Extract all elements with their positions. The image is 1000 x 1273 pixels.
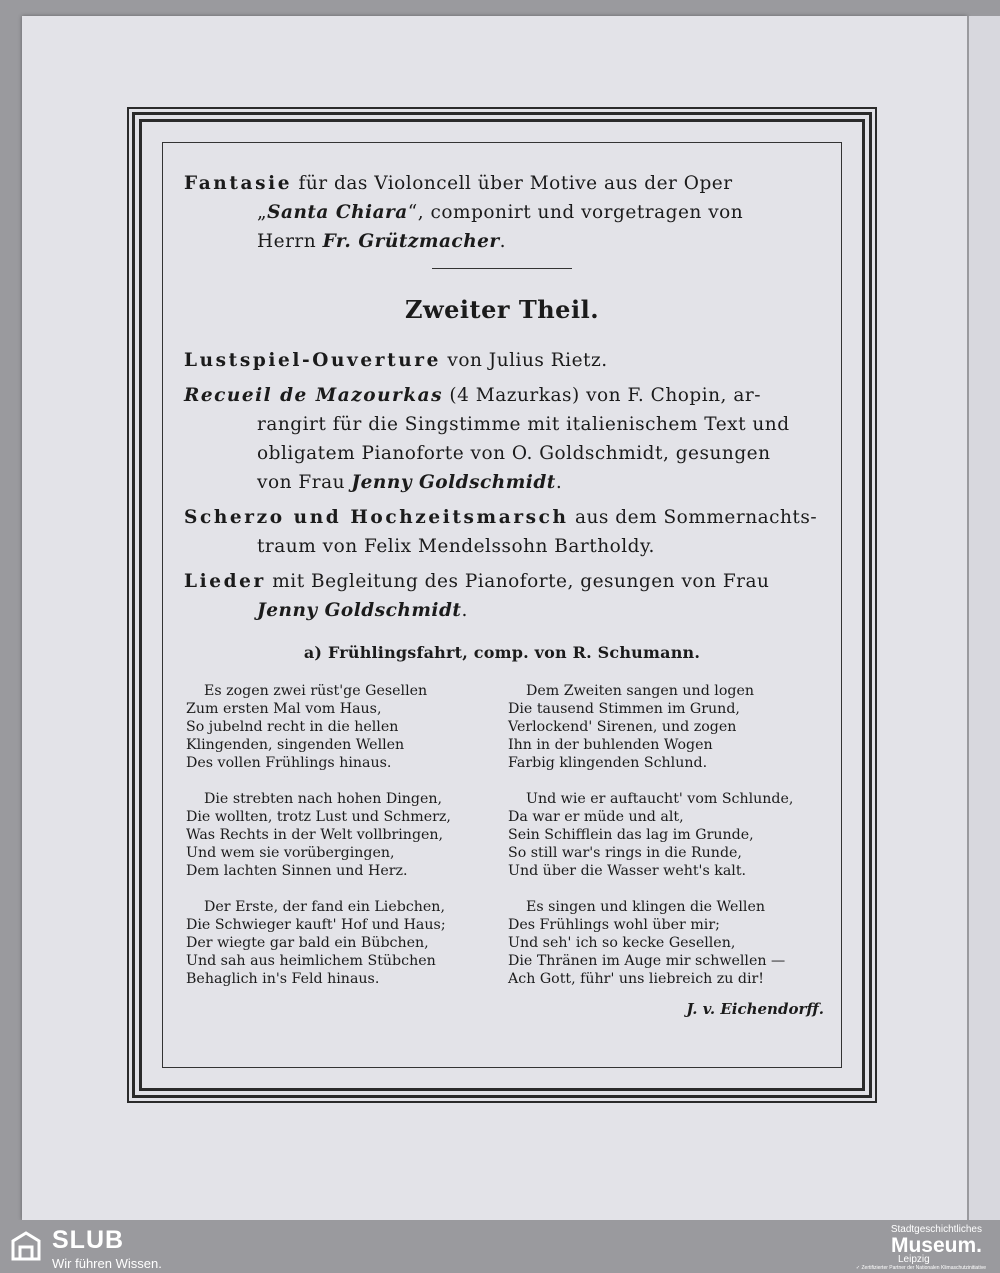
poem-line: So still war's rings in die Runde, <box>508 845 742 861</box>
poem-line: Die wollten, trotz Lust und Schmerz, <box>186 809 451 825</box>
singer-name: Jenny Goldschmidt <box>351 472 556 493</box>
poem-line: Sein Schifflein das lag im Grunde, <box>508 827 754 843</box>
poem-author: J. v. Eichendorff. <box>686 1000 824 1018</box>
poem-line: Dem Zweiten sangen und logen <box>526 683 754 699</box>
poem-line: Die Thränen im Auge mir schwellen — <box>508 953 786 969</box>
next-page-edge <box>967 16 1000 1220</box>
poem-line: Und über die Wasser weht's kalt. <box>508 863 747 879</box>
program-item-ouverture: Lustspiel-Ouverture von Julius Rietz. <box>184 350 608 371</box>
stanza <box>186 682 502 772</box>
opera-title: Santa Chiara <box>267 202 408 223</box>
museum-certification: ✓ Zertifizierter Partner der Nationalen Klimaschutzinitiative <box>855 1265 986 1271</box>
poem-line: Und seh' ich so kecke Gesellen, <box>508 935 736 951</box>
item-continuation: Jenny Goldschmidt. <box>257 600 468 621</box>
program-item-fantasie: Fantasie für das Violoncell über Motive aus der Oper „Santa Chiara“, componirt und vorgetragen von Herrn Fr. Grützmacher. <box>184 169 844 256</box>
item-lead: Lieder <box>184 571 266 592</box>
song-heading: a) Frühlingsfahrt, comp. von R. Schumann. <box>303 643 701 662</box>
poem-line: Der Erste, der fand ein Liebchen, <box>204 899 445 915</box>
slub-logo-icon[interactable] <box>9 1229 43 1265</box>
poem-columns <box>186 682 824 1018</box>
poem-line: Ihn in der buhlenden Wogen <box>508 737 713 753</box>
poem-line: Die strebten nach hohen Dingen, <box>204 791 443 807</box>
poem-line: Und sah aus heimlichem Stübchen <box>186 953 436 969</box>
poem-line: Verlockend' Sirenen, und zogen <box>508 719 737 735</box>
poem-line: Farbig klingenden Schlund. <box>508 755 708 771</box>
item-continuation: „Santa Chiara“, componirt und vorgetragen von Herrn Fr. Grützmacher. <box>257 202 744 252</box>
museum-city: Leipzig <box>898 1254 930 1265</box>
stanza <box>186 898 502 988</box>
poem-line: Es zogen zwei rüst'ge Gesellen <box>204 683 428 699</box>
program-item-scherzo: Scherzo und Hochzeitsmarsch aus dem Sommernachts- traum von Felix Mendelssohn Bartholdy. <box>184 503 844 561</box>
stanza <box>186 790 502 880</box>
poem-line: Ach Gott, führ' uns liebreich zu dir! <box>508 971 765 987</box>
poem-line: Klingenden, singenden Wellen <box>186 737 405 753</box>
slub-logo-text[interactable]: SLUB <box>52 1226 125 1254</box>
poem-line: Des Frühlings wohl über mir; <box>508 917 720 933</box>
singer-name: Jenny Goldschmidt <box>257 600 462 621</box>
poem-line: Der wiegte gar bald ein Bübchen, <box>186 935 429 951</box>
item-continuation: traum von Felix Mendelssohn Bartholdy. <box>257 536 655 557</box>
divider-rule <box>432 268 572 269</box>
item-lead: Lustspiel-Ouverture <box>184 350 442 371</box>
poem-line: Da war er müde und alt, <box>508 809 684 825</box>
item-continuation: rangirt für die Singstimme mit italienischem Text und obligatem Pianoforte von O. Goldschmidt, gesungen von Frau Jenny Goldschmidt. <box>257 414 790 493</box>
item-lead: Fantasie <box>184 173 293 194</box>
program-content <box>160 165 844 1018</box>
poem-line: So jubelnd recht in die hellen <box>186 719 399 735</box>
program-item-mazourkas: Recueil de Mazourkas (4 Mazurkas) von F. Chopin, ar- rangirt für die Singstimme mit italienischem Text und obligatem Pianoforte von O. Goldschmidt, gesungen von Frau Jenny Goldschmidt. <box>184 381 844 497</box>
museum-logo-text[interactable]: Museum. <box>890 1234 982 1257</box>
poem-line: Die Schwieger kauft' Hof und Haus; <box>186 917 446 933</box>
poem-line: Und wem sie vorübergingen, <box>186 845 395 861</box>
item-lead: Recueil de Mazourkas <box>184 385 444 406</box>
poem-line: Und wie er auftaucht' vom Schlunde, <box>526 791 794 807</box>
poem-line: Es singen und klingen die Wellen <box>526 899 765 915</box>
poem-line: Die tausend Stimmen im Grund, <box>508 701 740 717</box>
item-lead: Scherzo und Hochzeitsmarsch <box>184 507 569 528</box>
stanza <box>508 682 824 772</box>
poem-line: Des vollen Frühlings hinaus. <box>186 755 392 771</box>
composer-name: Fr. Grützmacher <box>322 231 500 252</box>
poem-line: Behaglich in's Feld hinaus. <box>186 971 380 987</box>
poem-right-column <box>508 682 824 1018</box>
program-item-lieder: Lieder mit Begleitung des Pianoforte, gesungen von Frau Jenny Goldschmidt. <box>184 567 844 625</box>
stanza <box>508 898 824 988</box>
poem-line: Dem lachten Sinnen und Herz. <box>186 863 408 879</box>
poem-line: Zum ersten Mal vom Haus, <box>186 701 382 717</box>
stanza <box>508 790 824 880</box>
poem-line: Was Rechts in der Welt vollbringen, <box>186 827 444 843</box>
poem-left-column <box>186 682 502 1018</box>
slub-tagline: Wir führen Wissen. <box>52 1256 162 1271</box>
part-title: Zweiter Theil. <box>404 295 600 324</box>
museum-label: Stadtgeschichtliches <box>890 1224 982 1235</box>
